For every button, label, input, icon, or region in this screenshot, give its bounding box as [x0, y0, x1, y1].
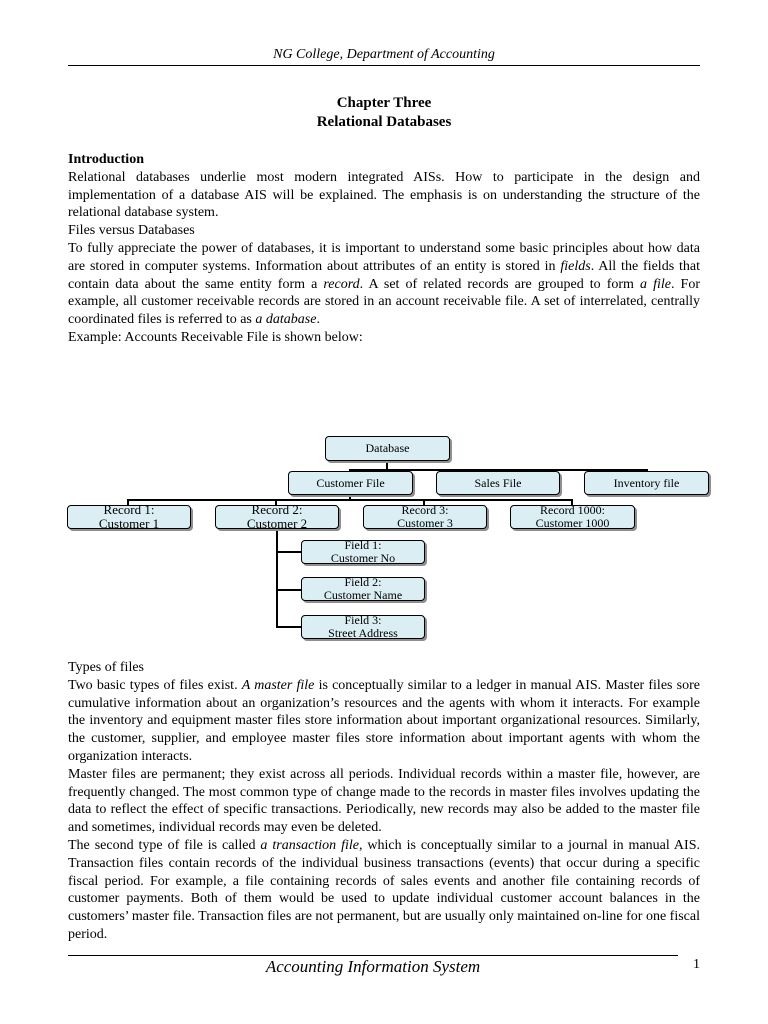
field-3-node: Field 3: Street Address [301, 615, 425, 639]
field-2-node: Field 2: Customer Name [301, 577, 425, 601]
footer-rule [68, 955, 678, 956]
term-fields: fields [560, 258, 591, 274]
introduction-heading: Introduction [68, 152, 144, 167]
footer-title: Accounting Information System [265, 957, 481, 976]
term-transaction-file: a transaction file [260, 837, 359, 853]
record-1-node: Record 1: Customer 1 [67, 505, 191, 529]
database-node: Database [325, 436, 450, 461]
header-rule [68, 65, 700, 66]
types-of-files-section [68, 659, 700, 944]
connector-field1 [276, 551, 302, 553]
page-number: 1 [693, 957, 700, 972]
field-1-node: Field 1: Customer No [301, 540, 425, 564]
accounts-receivable-diagram [0, 420, 768, 650]
types-of-files-heading: Types of files [68, 660, 145, 675]
customer-file-node: Customer File [288, 471, 413, 495]
files-vs-databases-paragraph: To fully appreciate the power of databases, it is important to understand some basic principles about how data are stored in computer systems. Information about attributes of an entity is stored in fields. All the fields that contain data about the same entity form a record. A set of related records are grouped to form a file. For example, all customer receivable records are stored in an account receivable file. A set of interrelated, centrally coordinated files is referred to as a database. [68, 240, 700, 328]
chapter-name: Relational Databases [316, 114, 452, 130]
introduction-section [68, 151, 700, 347]
example-caption: Example: Accounts Receivable File is shown below: [68, 329, 363, 345]
term-file: a file [640, 276, 671, 292]
connector-records-bar [127, 499, 573, 501]
sales-file-node: Sales File [436, 471, 560, 495]
chapter-title [68, 94, 700, 132]
connector-field3 [276, 626, 302, 628]
record-3-node: Record 3: Customer 3 [363, 505, 487, 529]
introduction-paragraph: Relational databases underlie most modern integrated AISs. How to participate in the design and implementation of a database AIS will be explained. The emphasis is on understanding the structure of the relational database system. [68, 169, 700, 221]
connector-field2 [276, 589, 302, 591]
master-files-permanent-paragraph: Master files are permanent; they exist across all periods. Individual records within a master file, however, are frequently changed. The most common type of change made to the records in master files involves updating the data to reflect the effect of specific transactions. Periodically, new records may also be added to the master file and sometimes, individual records may even be deleted. [68, 766, 700, 836]
connector-record2-to-fields [276, 530, 278, 628]
term-record: record [323, 276, 360, 292]
files-vs-databases-subheading: Files versus Databases [68, 223, 195, 239]
chapter-number: Chapter Three [336, 95, 432, 111]
term-master-file: A master file [241, 677, 315, 693]
record-1000-node: Record 1000: Customer 1000 [510, 505, 635, 529]
page-header: NG College, Department of Accounting [273, 47, 495, 62]
master-file-paragraph: Two basic types of files exist. A master file is conceptually similar to a ledger in manual AIS. Master files sore cumulative information about an organization’s resources and the agents with whom it interacts. For example the inventory and equipment master files store information about important organizational resources. Similarly, the customer, supplier, and employee master files store information about important agents with whom the organization interacts. [68, 677, 700, 764]
term-database: a database [255, 312, 317, 328]
record-2-node: Record 2: Customer 2 [215, 505, 339, 529]
inventory-file-node: Inventory file [584, 471, 709, 495]
transaction-file-paragraph: The second type of file is called a transaction file, which is conceptually similar to a journal in manual AIS. Transaction files contain records of the individual business transactions (events) that occur during a specific fiscal period. For example, a file containing records of sales events and another file containing records of customer payments. Both of them would be used to update individual customer account balances in the customers’ master file. Transaction files are not permanent, but are usually only maintained on-line for one fiscal period. [68, 837, 700, 942]
